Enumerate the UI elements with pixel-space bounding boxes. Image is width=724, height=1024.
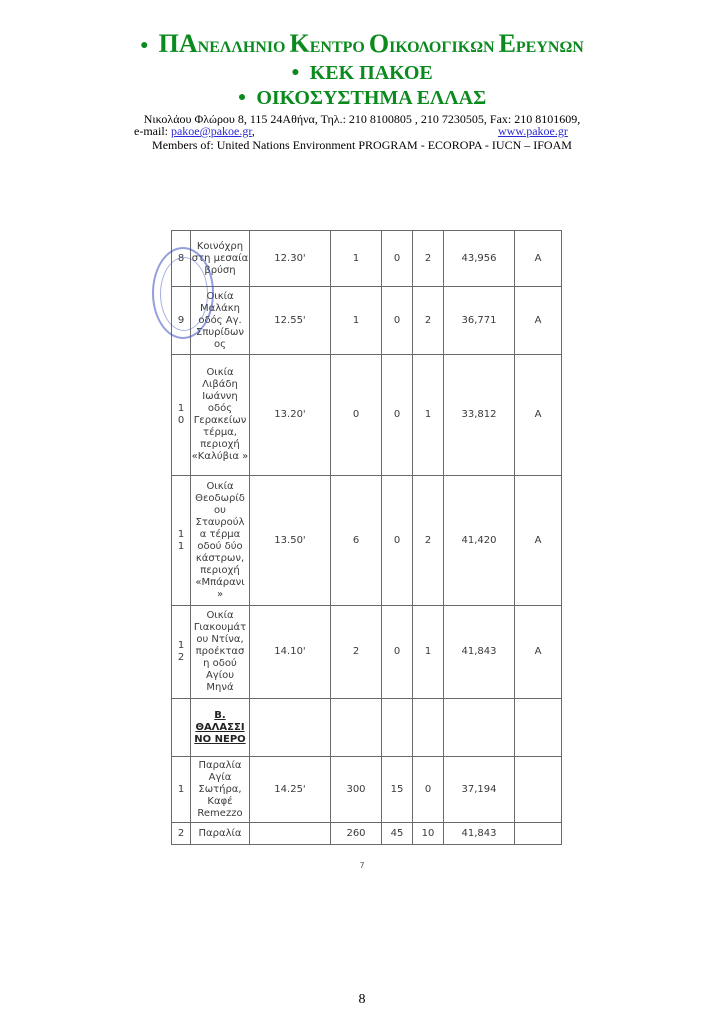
empty-cell — [172, 699, 191, 757]
empty-cell — [413, 699, 444, 757]
row-number: 8 — [172, 231, 191, 287]
measurements-table — [171, 230, 562, 845]
measurement-value: 41,420 — [444, 476, 515, 606]
measurement-value: 37,194 — [444, 757, 515, 823]
sampling-location: Κοινόχρη στη μεσαία βρύση — [191, 231, 250, 287]
website-link[interactable]: www.pakoe.gr — [498, 124, 568, 138]
quality-class — [515, 823, 562, 845]
quality-class: A — [515, 355, 562, 476]
page-number: 8 — [358, 992, 366, 1007]
org-word: ΝΕΛΛΗΝΙΟ — [197, 39, 290, 56]
email-row — [134, 124, 255, 139]
count-b: 0 — [382, 606, 413, 699]
org-letter: Α — [178, 29, 198, 58]
sampling-location: Οικία Μαλάκη οδός Αγ. Σπυρίδων ος — [191, 287, 250, 355]
sampling-time: 12.55' — [250, 287, 331, 355]
quality-class: A — [515, 287, 562, 355]
ecosystem-label: ΟΙΚΟΣΥΣΤΗΜΑ ΕΛΛΑΣ — [256, 86, 487, 109]
address-line: Νικολάου Φλώρου 8, 115 24Αθήνα, Τηλ.: 210 8100805 , 210 7230505, Fax: 210 8101609, — [143, 111, 581, 126]
sampling-time: 14.10' — [250, 606, 331, 699]
sampling-time: 13.50' — [250, 476, 331, 606]
sampling-location: Οικία Λιβάδη Ιωάννη οδός Γερακείων τέρμα, περιοχή «Καλύβια » — [191, 355, 250, 476]
count-b: 0 — [382, 476, 413, 606]
bullet-icon: ● — [237, 89, 247, 105]
row-number: 1 — [172, 757, 191, 823]
row-number: 11 — [172, 476, 191, 606]
org-word: ΡΕΥΝΩΝ — [515, 39, 584, 56]
sampling-location: Παραλία Αγία Σωτήρα, Καφέ Remezzo — [191, 757, 250, 823]
website-row — [498, 124, 568, 139]
count-b: 0 — [382, 355, 413, 476]
kek-label: ΚΕΚ ΠΑΚΟΕ — [309, 61, 433, 84]
quality-class: A — [515, 476, 562, 606]
sampling-time: 12.30' — [250, 231, 331, 287]
table-row — [172, 231, 562, 287]
count-a: 1 — [331, 287, 382, 355]
count-c: 2 — [413, 476, 444, 606]
count-c: 2 — [413, 231, 444, 287]
row-number: 2 — [172, 823, 191, 845]
sampling-location: Παραλία — [191, 823, 250, 845]
empty-cell — [515, 699, 562, 757]
section-title-cell — [191, 699, 250, 757]
count-c: 0 — [413, 757, 444, 823]
bullet-icon: ● — [140, 38, 149, 53]
table-row — [172, 287, 562, 355]
count-b: 45 — [382, 823, 413, 845]
empty-cell — [250, 699, 331, 757]
quality-class — [515, 757, 562, 823]
measurement-value: 41,843 — [444, 823, 515, 845]
letterhead — [0, 30, 724, 126]
email-suffix: , — [251, 124, 255, 138]
count-a: 2 — [331, 606, 382, 699]
section-header-row — [172, 699, 562, 757]
official-stamp-icon — [152, 247, 214, 339]
empty-cell — [382, 699, 413, 757]
row-number: 9 — [172, 287, 191, 355]
count-b: 0 — [382, 231, 413, 287]
empty-cell — [444, 699, 515, 757]
organization-name — [0, 30, 724, 59]
table-row — [172, 823, 562, 845]
row-number: 12 — [172, 606, 191, 699]
count-a: 1 — [331, 231, 382, 287]
table-row — [172, 355, 562, 476]
org-subtitle-ecosystem — [0, 87, 724, 109]
count-a: 6 — [331, 476, 382, 606]
sampling-location: Οικία Γιακουμάτ ου Ντίνα, προέκτασ η οδού Αγίου Μηνά — [191, 606, 250, 699]
email-label: e-mail: — [134, 124, 171, 138]
measurement-value: 36,771 — [444, 287, 515, 355]
table-row — [172, 606, 562, 699]
empty-cell — [331, 699, 382, 757]
sampling-time: 13.20' — [250, 355, 331, 476]
table-row — [172, 476, 562, 606]
org-word: ΕΝΤΡΟ — [309, 39, 369, 56]
count-b: 0 — [382, 287, 413, 355]
membership-line: Members of: United Nations Environment PROGRAM - ECOROPA - IUCN – IFOAM — [152, 138, 572, 152]
table-row — [172, 757, 562, 823]
bullet-icon: ● — [291, 64, 300, 80]
count-a: 300 — [331, 757, 382, 823]
scanned-table — [171, 230, 562, 845]
quality-class: A — [515, 606, 562, 699]
section-title: Β. ΘΑΛΑΣΣΙ ΝΟ ΝΕΡΟ — [194, 709, 246, 745]
org-letter: Κ — [289, 29, 310, 58]
stamp-inner-ring — [160, 257, 208, 331]
count-b: 15 — [382, 757, 413, 823]
email-link[interactable]: pakoe@pakoe.gr — [170, 124, 252, 138]
org-letter: Π — [158, 29, 179, 58]
org-subtitle-kek — [0, 62, 724, 84]
org-letter: Ε — [498, 29, 516, 58]
org-letter: Ο — [368, 29, 390, 58]
sampling-location: Οικία Θεοδωρίδ ου Σταυρούλ α τέρμα οδού δύο κάστρων, περιοχή «Μπάρανι » — [191, 476, 250, 606]
quality-class: A — [515, 231, 562, 287]
org-word: ΙΚΟΛΟΓΙΚΩΝ — [389, 39, 499, 56]
count-a: 0 — [331, 355, 382, 476]
count-c: 1 — [413, 606, 444, 699]
measurement-value: 43,956 — [444, 231, 515, 287]
sampling-time — [250, 823, 331, 845]
measurement-value: 33,812 — [444, 355, 515, 476]
row-number: 10 — [172, 355, 191, 476]
measurement-value: 41,843 — [444, 606, 515, 699]
count-c: 1 — [413, 355, 444, 476]
count-c: 10 — [413, 823, 444, 845]
sampling-time: 14.25' — [250, 757, 331, 823]
count-a: 260 — [331, 823, 382, 845]
scanned-page-number: 7 — [359, 861, 365, 870]
count-c: 2 — [413, 287, 444, 355]
